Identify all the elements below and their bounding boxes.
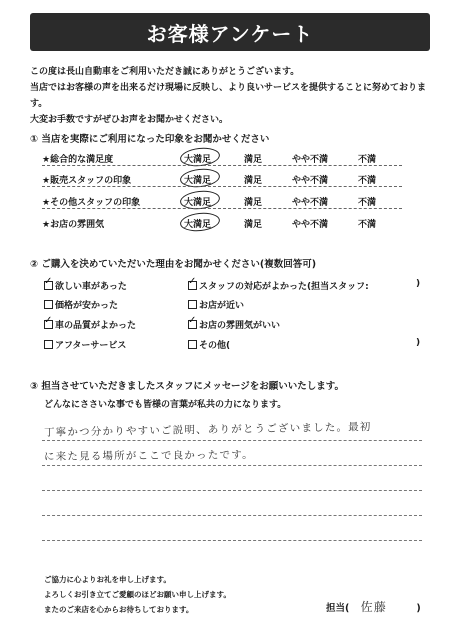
option-very-satisfied[interactable]: 大満足 (184, 173, 211, 186)
option-somewhat-dissatisfied[interactable]: やや不満 (292, 176, 329, 186)
rating-row-label: ★お店の雰囲気 (42, 220, 105, 230)
footer-thanks (44, 572, 231, 617)
intro-text (30, 64, 440, 128)
q3-subtext: どんなにささいな事でも皆様の言葉が私共の力になります。 (44, 400, 287, 410)
checkbox-unchecked[interactable] (44, 340, 53, 349)
reason-item[interactable]: ✓欲しい車があった (44, 279, 127, 292)
answer-line (42, 490, 422, 491)
option-somewhat-dissatisfied[interactable]: やや不満 (292, 220, 329, 230)
option-satisfied[interactable]: 満足 (244, 220, 263, 230)
row-divider (42, 186, 402, 187)
checkbox-checked[interactable] (188, 281, 197, 290)
rating-row-label: ★総合的な満足度 (42, 155, 114, 165)
reason-item[interactable]: その他( (188, 338, 230, 351)
reason-item[interactable]: 価格が安かった (44, 298, 118, 311)
intro-line-3: 大変お手数ですがぜひお声をお聞かせください。 (30, 115, 229, 125)
close-paren: ) (416, 338, 421, 348)
staff-label: 担当( (326, 603, 350, 614)
footer-line-2: よろしくお引き立てご愛顧のほどお願い申し上げます。 (44, 590, 231, 599)
option-very-satisfied[interactable]: 大満足 (184, 217, 211, 230)
rating-row-label: ★販売スタッフの印象 (42, 176, 132, 186)
title-bar (30, 13, 430, 51)
option-somewhat-dissatisfied[interactable]: やや不満 (292, 198, 329, 208)
rating-row (42, 152, 402, 172)
footer-line-3: またのご来店を心からお待ちしております。 (44, 605, 194, 614)
answer-line (42, 465, 422, 466)
option-dissatisfied[interactable]: 不満 (358, 176, 377, 186)
checkbox-checked[interactable] (188, 320, 197, 329)
q3-heading: ③ 担当させていただきましたスタッフにメッセージをお願いいたします。 (30, 381, 345, 392)
option-dissatisfied[interactable]: 不満 (358, 220, 377, 230)
reason-item[interactable]: アフターサービス (44, 338, 126, 351)
footer-line-1: ご協力に心よりお礼を申し上げます。 (44, 575, 171, 584)
intro-line-2: 当店ではお客様の声を出来るだけ現場に反映し、より良いサービスを提供することに努めております。 (30, 83, 427, 109)
rating-row (42, 217, 402, 237)
reason-item[interactable]: お店が近い (188, 298, 244, 311)
option-dissatisfied[interactable]: 不満 (358, 155, 377, 165)
checkbox-unchecked[interactable] (44, 300, 53, 309)
staff-close-paren: ) (416, 603, 421, 614)
rating-row (42, 195, 402, 215)
row-divider (42, 165, 402, 166)
q2-heading: ② ご購入を決めていただいた理由をお聞かせください(複数回答可) (30, 259, 317, 270)
row-divider (42, 208, 402, 209)
option-somewhat-dissatisfied[interactable]: やや不満 (292, 155, 329, 165)
reason-item[interactable]: ✓ お店の雰囲気がいい (188, 318, 280, 331)
reason-item[interactable]: ✓車の品質がよかった (44, 318, 136, 331)
checkbox-unchecked[interactable] (188, 340, 197, 349)
staff-name: 佐藤 (360, 600, 388, 614)
checkbox-checked[interactable] (44, 320, 53, 329)
option-very-satisfied[interactable]: 大満足 (184, 195, 211, 208)
answer-line (42, 440, 422, 441)
page-title: お客様アンケート (146, 21, 314, 46)
option-very-satisfied[interactable]: 大満足 (184, 152, 211, 165)
q1-heading: ① 当店を実際にご利用になった印象をお聞かせください (30, 134, 270, 145)
option-dissatisfied[interactable]: 不満 (358, 198, 377, 208)
intro-line-1: この度は長山自動車をご利用いただき誠にありがとうございます。 (30, 67, 300, 77)
answer-line (42, 540, 422, 541)
reason-item[interactable]: ✓ スタッフの対応がよかった(担当スタッフ: (188, 279, 369, 292)
rating-row (42, 173, 402, 193)
checkbox-checked[interactable] (44, 281, 53, 290)
option-satisfied[interactable]: 満足 (244, 176, 263, 186)
answer-line (42, 515, 422, 516)
handwritten-answer-line-2: に来た見る場所がここで良かったです。 (43, 449, 254, 463)
rating-row-label: ★その他スタッフの印象 (42, 198, 141, 208)
handwritten-answer-line-1: 丁寧かつ分かりやすいご説明、ありがとうございました。最初 (43, 421, 372, 439)
staff-signature (326, 598, 421, 615)
close-paren: ) (416, 279, 421, 289)
option-satisfied[interactable]: 満足 (244, 198, 263, 208)
checkbox-unchecked[interactable] (188, 300, 197, 309)
option-satisfied[interactable]: 満足 (244, 155, 263, 165)
